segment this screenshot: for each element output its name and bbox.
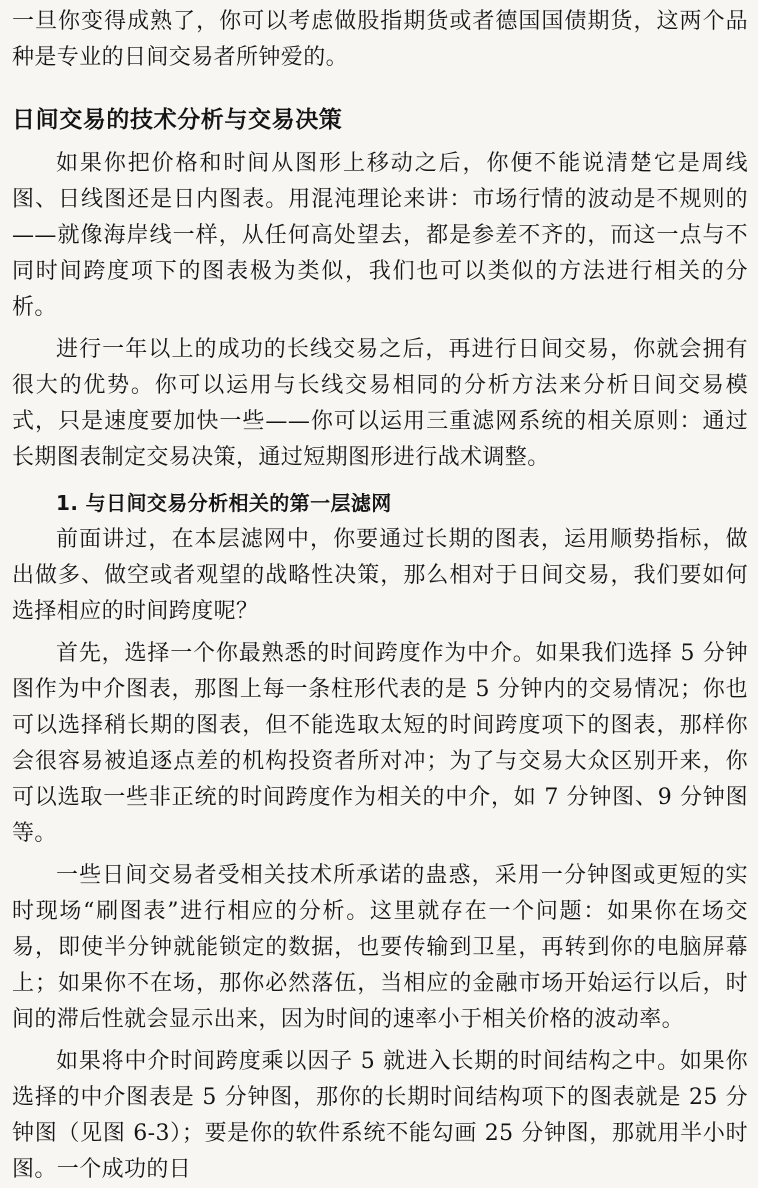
- section-title: 日间交易的技术分析与交易决策: [12, 107, 343, 133]
- subsection-paragraph-4: 如果将中介时间跨度乘以因子 5 就进入长期的时间结构之中。如果你选择的中介图表是 5 分钟图，那你的长期时间结构项下的图表就是 25 分钟图（见图 6-3）；要是你的软件系统不能勾画 25 分钟图，那就用半小时图。一个成功的日: [12, 1049, 748, 1182]
- section-paragraph-2: 进行一年以上的成功的长线交易之后，再进行日间交易，你就会拥有很大的优势。你可以运用与长线交易相同的分析方法来分析日间交易模式，只是速度要加快一些——你可以运用三重滤网系统的相关原则：通过长期图表制定交易决策，通过短期图形进行战术调整。: [12, 337, 748, 470]
- intro-paragraph: 一旦你变得成熟了，你可以考虑做股指期货或者德国国债期货，这两个品种是专业的日间交易者所钟爱的。: [12, 9, 748, 70]
- subsection-paragraph-3: 一些日间交易者受相关技术所承诺的蛊惑，采用一分钟图或更短的实时现场“刷图表”进行相应的分析。这里就存在一个问题：如果你在场交易，即使半分钟就能锁定的数据，也要传输到卫星，再转到你的电脑屏幕上；如果你不在场，那你必然落伍，当相应的金融市场开始运行以后，时间的滞后性就会显示出来，因为时间的速率小于相关价格的波动率。: [12, 863, 748, 1032]
- subsection-title: 1. 与日间交易分析相关的第一层滤网: [56, 491, 392, 515]
- subsection-paragraph-1: 前面讲过，在本层滤网中，你要通过长期的图表，运用顺势指标，做出做多、做空或者观望的战略性决策，那么相对于日间交易，我们要如何选择相应的时间跨度呢？: [12, 527, 748, 624]
- section-paragraph-1: 如果你把价格和时间从图形上移动之后，你便不能说清楚它是周线图、日线图还是日内图表。用混沌理论来讲：市场行情的波动是不规则的——就像海岸线一样，从任何高处望去，都是参差不齐的，而这一点与不同时间跨度项下的图表极为类似，我们也可以类似的方法进行相关的分析。: [12, 151, 748, 320]
- subsection-paragraph-2: 首先，选择一个你最熟悉的时间跨度作为中介。如果我们选择 5 分钟图作为中介图表，那图上每一条柱形代表的是 5 分钟内的交易情况；你也可以选择稍长期的图表，但不能选取太短的时间跨度项下的图表，那样你会很容易被追逐点差的机构投资者所对冲；为了与交易大众区别开来，你可以选取一些非正统的时间跨度作为相关的中介，如 7 分钟图、9 分钟图等。: [12, 641, 748, 846]
